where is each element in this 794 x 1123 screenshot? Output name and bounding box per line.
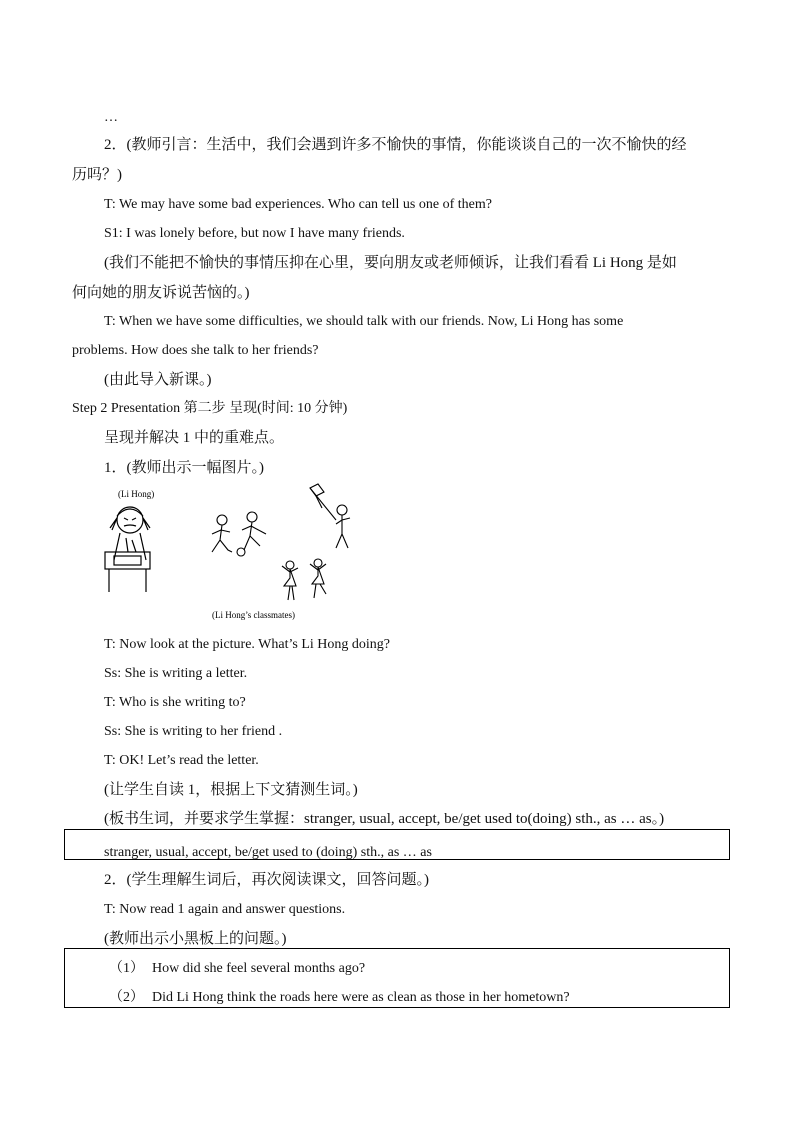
ellipsis-line: … <box>104 110 118 125</box>
dialog-line: T: Who is she writing to? <box>104 695 246 710</box>
note-line: (由此导入新课。) <box>104 372 212 388</box>
dialog-line: T: OK! Let’s read the letter. <box>104 753 259 768</box>
dialog-line: T: Now read 1 again and answer questions. <box>104 902 346 917</box>
note-line: 1．(教师出示一幅图片。) <box>104 460 264 476</box>
note-line: (教师出示小黑板上的问题。) <box>104 931 287 947</box>
vocabulary-text: stranger, usual, accept, be/get used to (doing) sth., as … as <box>104 845 432 860</box>
dialog-line: T: When we have some difficulties, we should talk with our friends. Now, Li Hong has some <box>104 314 624 329</box>
note-line-cont: 何向她的朋友诉说苦恼的。) <box>72 285 250 301</box>
dialog-line: T: We may have some bad experiences. Who can tell us one of them? <box>104 197 492 212</box>
step-heading: Step 2 Presentation 第二步 呈现(时间: 10 分钟) <box>72 401 348 416</box>
dialog-line: S1: I was lonely before, but now I have many friends. <box>104 226 405 241</box>
question-number: （1） <box>109 961 144 976</box>
picture-label-bottom: (Li Hong’s classmates) <box>212 610 295 620</box>
note-line: 2．(学生理解生词后，再次阅读课文，回答问题。) <box>104 872 429 888</box>
note-line: (我们不能把不愉快的事情压抑在心里，要向朋友或老师倾诉，让我们看看 Li Hong 是如 <box>104 255 677 271</box>
question-number: （2） <box>109 990 144 1005</box>
note-line: (让学生自读 1，根据上下文猜测生词。) <box>104 782 358 798</box>
blackboard-note: (板书生词，并要求学生掌握：stranger, usual, accept, be/get used to(doing) sth., as … as。) <box>104 811 665 827</box>
teacher-intro-cont: 历吗？) <box>72 167 122 183</box>
dialog-line: Ss: She is writing a letter. <box>104 666 248 681</box>
teacher-intro-line: 2．(教师引言：生活中，我们会遇到许多不愉快的事情，你能谈谈自己的一次不愉快的经 <box>104 137 687 153</box>
dialog-line: Ss: She is writing to her friend . <box>104 724 283 739</box>
li-hong-picture <box>100 480 380 625</box>
vocabulary-box <box>64 829 730 860</box>
dialog-line-cont: problems. How does she talk to her friends? <box>72 343 319 358</box>
questions-box <box>64 948 730 1008</box>
picture-label-top: (Li Hong) <box>118 489 155 499</box>
question-text: How did she feel several months ago? <box>152 961 366 976</box>
dialog-line: T: Now look at the picture. What’s Li Hong doing? <box>104 637 390 652</box>
question-text: Did Li Hong think the roads here were as clean as those in her hometown? <box>152 990 570 1005</box>
note-line: 呈现并解决 1 中的重难点。 <box>104 430 285 446</box>
